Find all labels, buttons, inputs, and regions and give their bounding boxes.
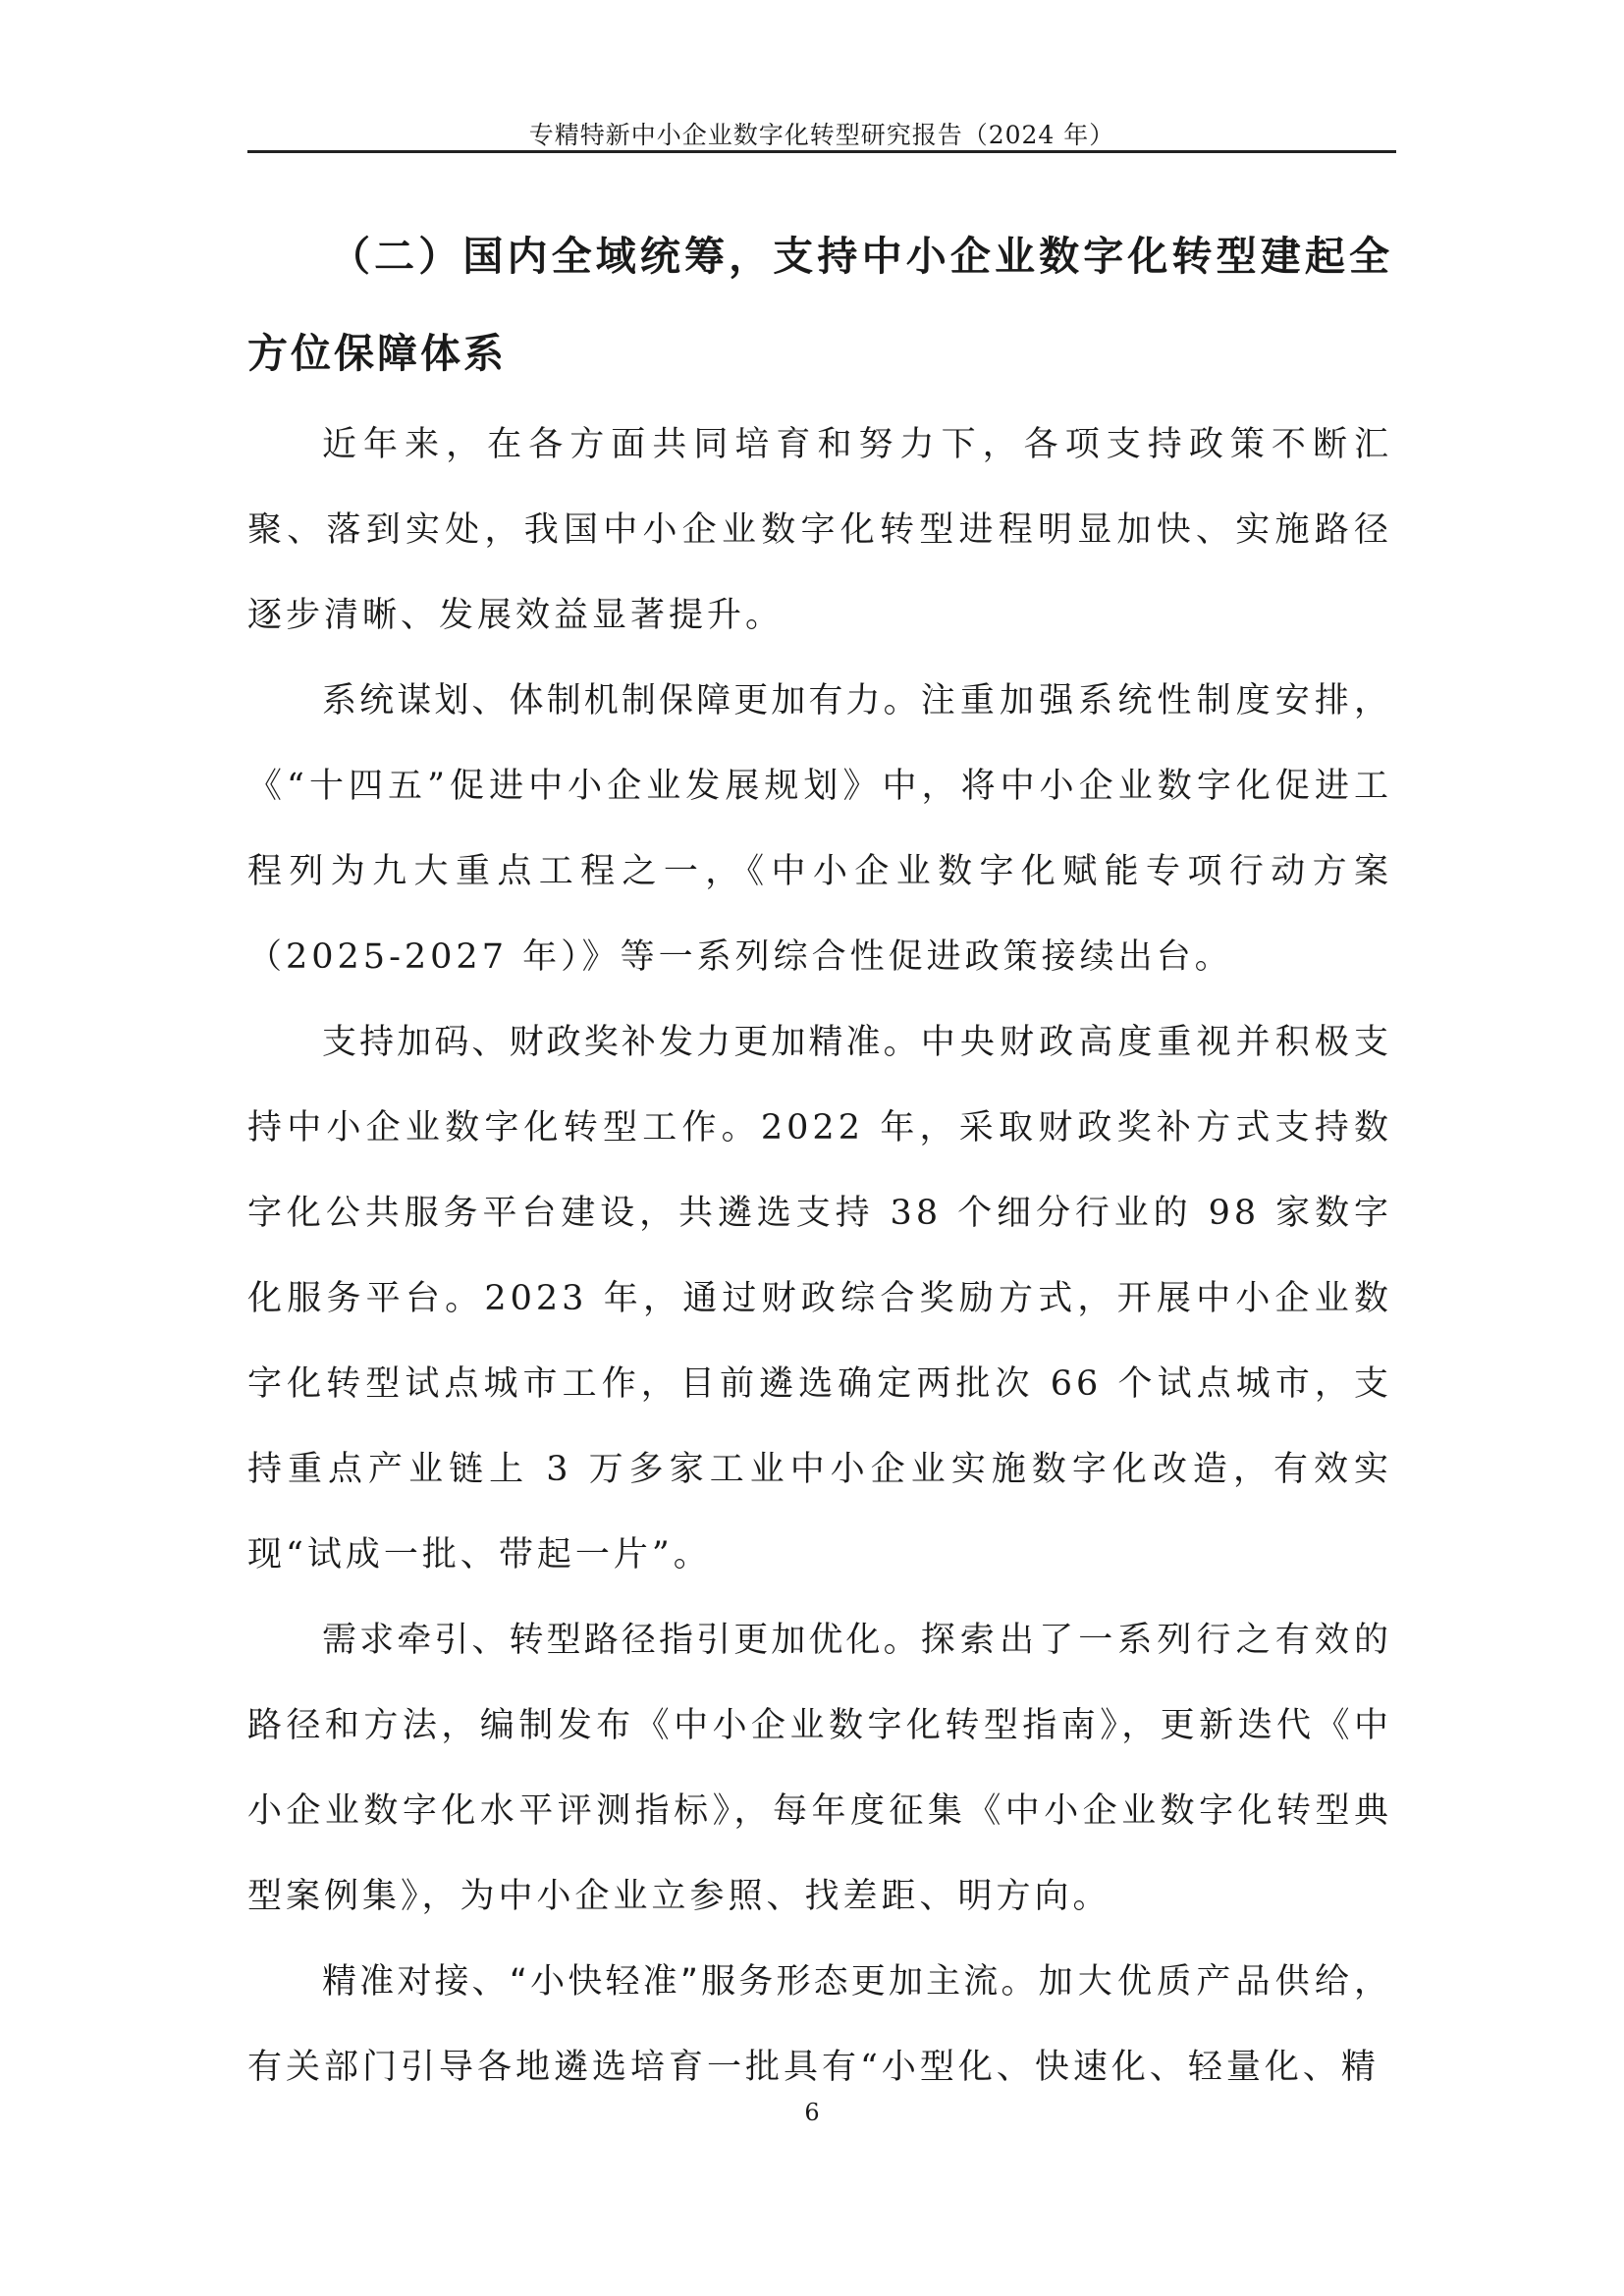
section-heading: （二）国内全域统筹，支持中小企业数字化转型建起全方位保障体系 xyxy=(247,233,1392,377)
page-number: 6 xyxy=(804,2099,820,2126)
paragraph-text: 近年来，在各方面共同培育和努力下，各项支持政策不断汇聚、落到实处，我国中小企业数字化转型进程明显加快、实施路径逐步清晰、发展效益显著提升。 xyxy=(247,425,1392,635)
paragraph-text: 探索出了一系列行之有效的路径和方法，编制发布《中小企业数字化转型指南》，更新迭代《中小企业数字化水平评测指标》，每年度征集《中小企业数字化转型典型案例集》，为中小企业立参照、找差距、明方向。 xyxy=(247,1621,1392,1916)
page-body xyxy=(247,208,1392,2110)
paragraph-text: 注重加强系统性制度安排，《“十四五”促进中小企业发展规划》中，将中小企业数字化促进工程列为九大重点工程之一，《中小企业数字化赋能专项行动方案（2025-2027 年）》等一系列综合性促进政策接续出台。 xyxy=(247,681,1392,977)
paragraph-fiscal-support xyxy=(247,1000,1392,1598)
header-divider xyxy=(247,150,1396,153)
paragraph-lead: 支持加码、财政奖补发力更加精准。 xyxy=(322,1023,921,1062)
paragraph-text: 加大优质产品供给，有关部门引导各地遴选培育一批具有“小型化、快速化、轻量化、精 xyxy=(247,1962,1392,2087)
running-header: 专精特新中小企业数字化转型研究报告（2024 年） xyxy=(528,121,1115,149)
paragraph-lead: 精准对接、“小快轻准”服务形态更加主流。 xyxy=(322,1962,1039,2002)
paragraph-lead: 系统谋划、体制机制保障更加有力。 xyxy=(322,681,921,721)
paragraph-lead: 需求牵引、转型路径指引更加优化。 xyxy=(322,1621,921,1660)
paragraph-service-model xyxy=(247,1940,1392,2110)
paragraph-intro xyxy=(247,402,1392,659)
paragraph-text: 中央财政高度重视并积极支持中小企业数字化转型工作。2022 年，采取财政奖补方式支持数字化公共服务平台建设，共遴选支持 38 个细分行业的 98 家数字化服务平台。2023 年，通过财政综合奖励方式，开展中小企业数字化转型试点城市工作，目前遴选确定两批次 66 个试点城市，支持重点产业链上 3 万多家工业中小企业实施数字化改造，有效实现“试成一批、带起一片”。 xyxy=(247,1023,1392,1575)
paragraph-institutional-guarantee xyxy=(247,659,1392,1000)
paragraph-transformation-path xyxy=(247,1598,1392,1940)
